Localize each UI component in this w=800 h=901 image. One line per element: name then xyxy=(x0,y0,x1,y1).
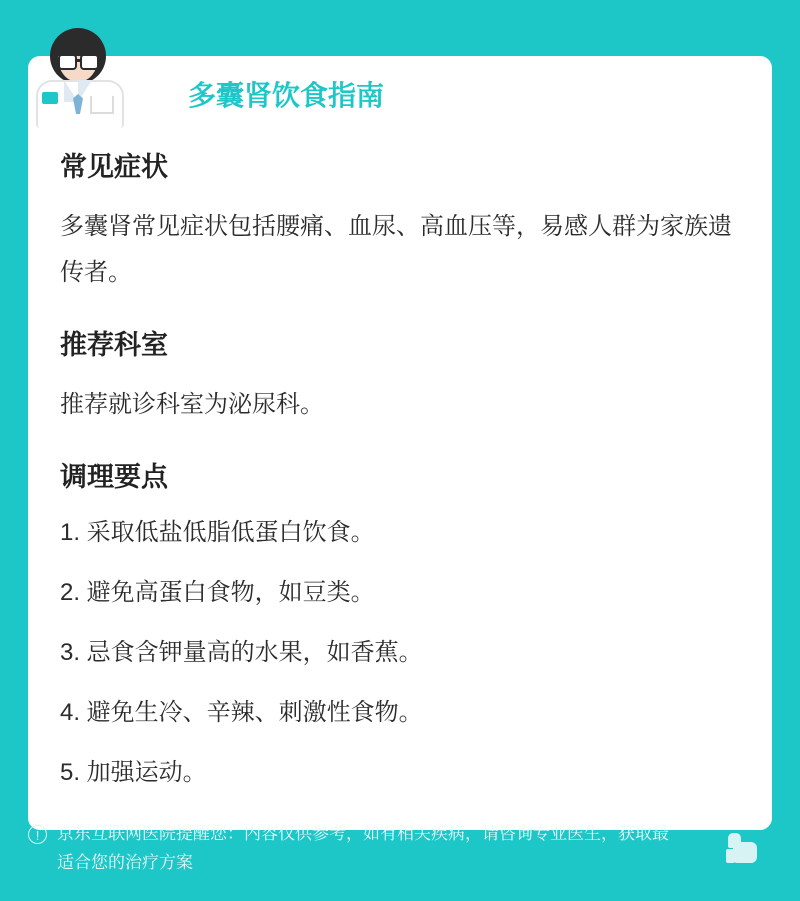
content-card xyxy=(28,56,772,830)
section-heading-tips: 调理要点 xyxy=(60,462,168,492)
info-icon: ! xyxy=(28,825,47,844)
list-item: 4. 避免生冷、辛辣、刺激性食物。 xyxy=(60,699,423,726)
section-heading-department: 推荐科室 xyxy=(60,330,168,360)
avatar-pocket xyxy=(90,96,114,114)
list-item: 2. 避免高蛋白食物，如豆类。 xyxy=(60,579,375,606)
tips-list xyxy=(60,514,740,792)
avatar-hair xyxy=(52,30,104,56)
section-heading-symptoms: 常见症状 xyxy=(60,152,168,182)
list-item: 5. 加强运动。 xyxy=(60,759,207,786)
glasses-icon xyxy=(80,54,99,70)
page-title: 多囊肾饮食指南 xyxy=(188,80,385,111)
thumbs-up-icon[interactable] xyxy=(726,831,760,865)
doctor-avatar xyxy=(28,22,128,122)
glasses-icon xyxy=(58,54,77,70)
section-text-symptoms: 多囊肾常见症状包括腰痛、血尿、高血压等，易感人群为家族遗传者。 xyxy=(60,213,732,286)
disclaimer-text: 京东互联网医院提醒您：内容仅供参考，如有相关疾病，请咨询专业医生，获取最适合您的治疗方案 xyxy=(57,824,669,872)
list-item: 3. 忌食含钾量高的水果，如香蕉。 xyxy=(60,639,423,666)
footer xyxy=(28,819,772,877)
glasses-bridge xyxy=(75,59,81,62)
footer-disclaimer-group xyxy=(28,819,678,877)
thumb-palm-part xyxy=(733,842,757,863)
section-text-department: 推荐就诊科室为泌尿科。 xyxy=(60,391,324,418)
list-item: 1. 采取低盐低脂低蛋白饮食。 xyxy=(60,519,375,546)
avatar-badge xyxy=(42,92,58,104)
thumb-cuff-part xyxy=(726,849,735,863)
